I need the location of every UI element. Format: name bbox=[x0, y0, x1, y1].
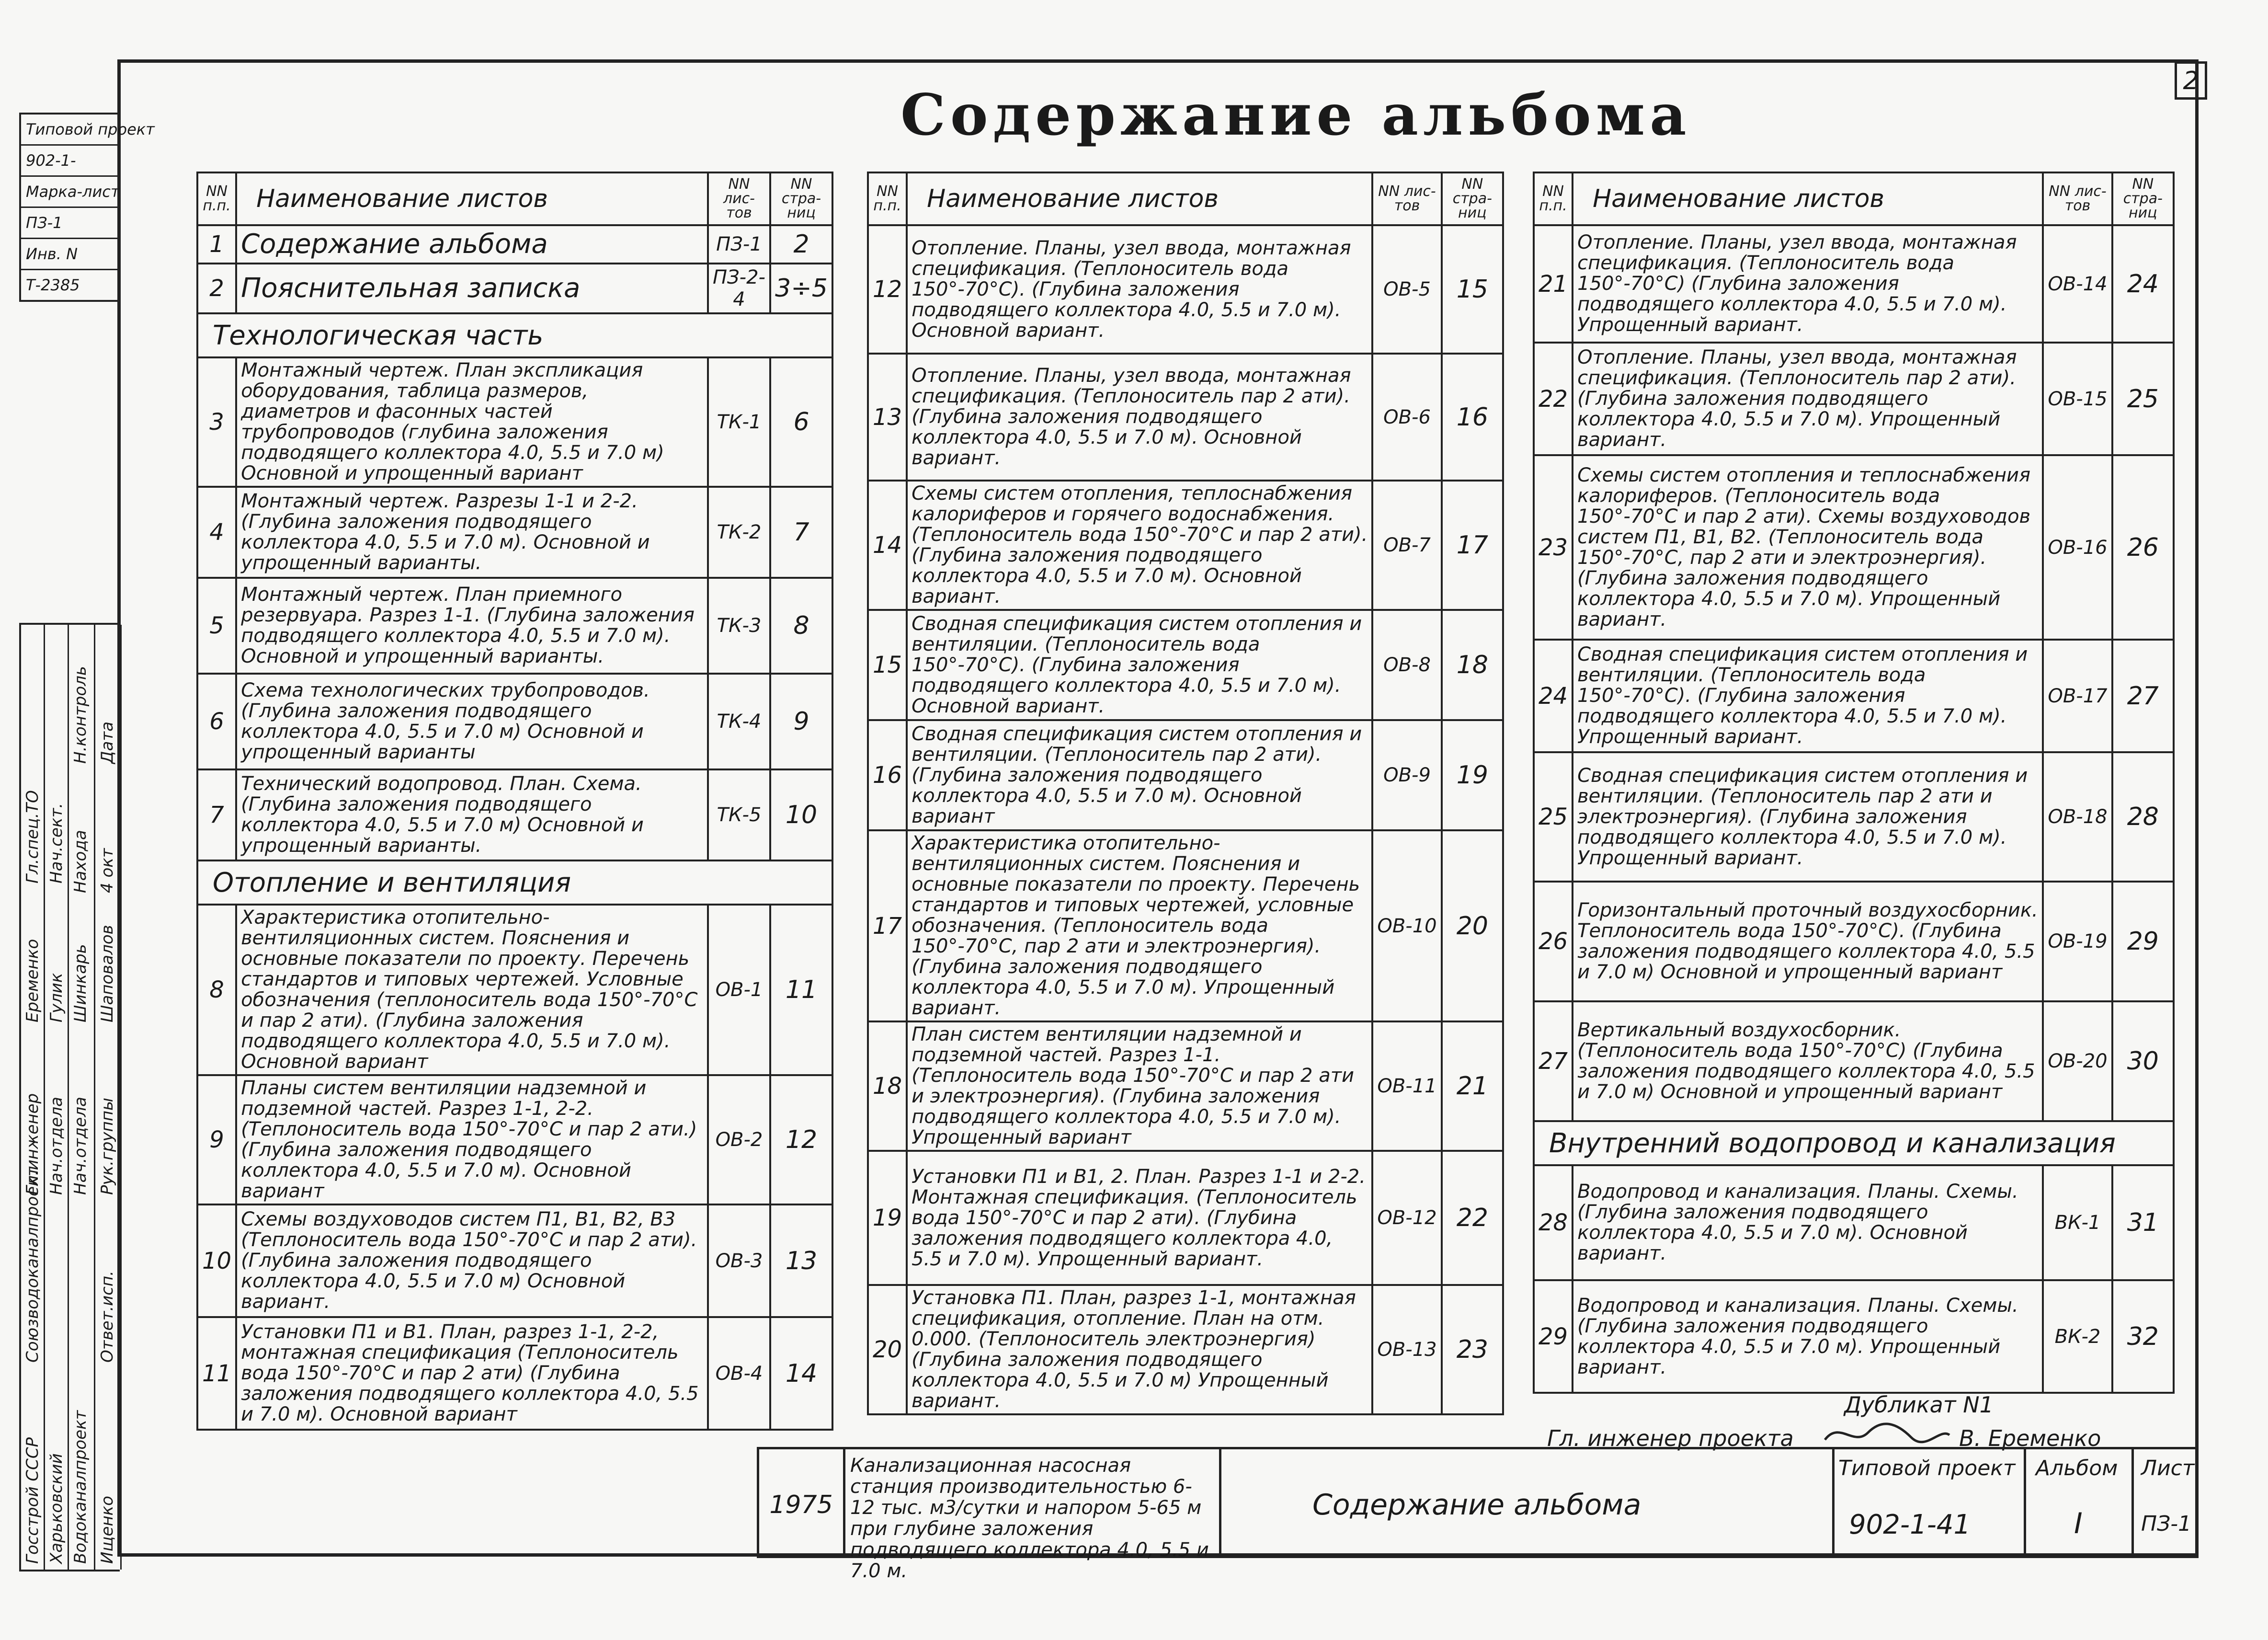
row-name: Вертикальный воздухосборник. (Теплоноситель вода 150°-70°С) (Глубина заложения подводящего коллектора 4.0, 5.5 и 7.0 м) Основной и упрощенный вариант bbox=[1573, 1001, 2043, 1121]
row-page: 31 bbox=[2112, 1165, 2174, 1280]
section-title: Отопление и вентиляция bbox=[197, 860, 832, 905]
row-number: 27 bbox=[1534, 1001, 1573, 1121]
side-extra: Н.контроль bbox=[71, 666, 90, 764]
row-number: 17 bbox=[868, 830, 907, 1021]
row-number: 4 bbox=[197, 487, 236, 578]
row-number: 25 bbox=[1534, 752, 1573, 882]
row-code: ОВ-14 bbox=[2043, 225, 2112, 343]
row-code: ОВ-3 bbox=[708, 1204, 770, 1317]
row-number: 10 bbox=[197, 1204, 236, 1317]
title-block-name: Содержание альбома bbox=[1219, 1447, 1835, 1558]
table-row bbox=[1534, 1001, 2174, 1121]
row-page: 27 bbox=[2112, 640, 2174, 752]
row-page: 32 bbox=[2112, 1280, 2174, 1393]
row-code: ОВ-19 bbox=[2043, 882, 2112, 1001]
side-extra-val: 4 окт bbox=[98, 848, 117, 893]
table-row bbox=[197, 674, 832, 769]
row-name: Пояснительная записка bbox=[236, 264, 708, 313]
row-code: ОВ-1 bbox=[708, 905, 770, 1075]
col-name-header: Наименование листов bbox=[907, 172, 1372, 225]
table-row bbox=[868, 1021, 1503, 1151]
row-name: Водопровод и канализация. Планы. Схемы. (Глубина заложения подводящего коллектора 4.0, 5.5 и 7.0 м). Основной вариант. bbox=[1573, 1165, 2043, 1280]
row-code: ОВ-6 bbox=[1372, 354, 1441, 481]
row-code: ОВ-4 bbox=[708, 1317, 770, 1430]
stamp-cell: ПЗ-1 bbox=[21, 208, 120, 239]
col-page-header: NN стра- ниц bbox=[2112, 172, 2174, 225]
row-name: Схемы воздуховодов систем П1, В1, В2, В3 (Теплоноситель вода 150°-70°С и пар 2 ати). (Глубина заложения подводящего коллектора 4.0, 5.5 и 7.0 м) Основной вариант. bbox=[236, 1204, 708, 1317]
row-name: Установка П1. План, разрез 1-1, монтажная спецификация, отопление. План на отм. 0.000. (Теплоноситель электроэнергия) (Глубина заложения подводящего коллектора 4.0, 5.5 и 7.0 м) Упрощенный вариант. bbox=[907, 1285, 1372, 1414]
table-row bbox=[1534, 343, 2174, 455]
row-page: 28 bbox=[2112, 752, 2174, 882]
row-page: 15 bbox=[1442, 225, 1503, 354]
col-sheet-header: NN лис- тов bbox=[708, 172, 770, 225]
row-number: 2 bbox=[197, 264, 236, 313]
side-org: Госстрой СССР bbox=[23, 1437, 42, 1564]
row-code: ПЗ-2-4 bbox=[708, 264, 770, 313]
row-name: Характеристика отопительно-вентиляционных систем. Пояснения и основные показатели по проекту. Перечень стандартов и типовых чертежей. Условные обозначения (теплоноситель вода 150°-70°С и пар 2 ати). (Глубина заложения подводящего коллектора 4.0, 5.5 и 7.0 м). Основной вариант bbox=[236, 905, 708, 1075]
table-row bbox=[1534, 640, 2174, 752]
table-header-row bbox=[868, 172, 1503, 225]
row-name: Сводная спецификация систем отопления и вентиляции. (Теплоноситель пар 2 ати). (Глубина заложения подводящего коллектора 4.0, 5.5 и 7.0 м). Основной вариант bbox=[907, 720, 1372, 830]
row-code: ОВ-15 bbox=[2043, 343, 2112, 455]
row-number: 8 bbox=[197, 905, 236, 1075]
contents-table-3 bbox=[1533, 172, 2175, 1394]
title-block-project-cell bbox=[1832, 1447, 2026, 1558]
row-code: ОВ-7 bbox=[1372, 481, 1441, 610]
row-page: 29 bbox=[2112, 882, 2174, 1001]
project-label: Типовой проект bbox=[1838, 1456, 2016, 1480]
row-number: 23 bbox=[1534, 455, 1573, 640]
side-org: Харьковский bbox=[47, 1453, 66, 1564]
row-name: Схемы систем отопления, теплоснабжения калориферов и горячего водоснабжения. (Теплоноситель вода 150°-70°С и пар 2 ати). (Глубина заложения подводящего коллектора 4.0, 5.5 и 7.0 м). Основной вариант. bbox=[907, 481, 1372, 610]
row-code: ПЗ-1 bbox=[708, 225, 770, 264]
contents-table-2 bbox=[867, 172, 1504, 1415]
table-row bbox=[197, 1317, 832, 1430]
row-code: ОВ-16 bbox=[2043, 455, 2112, 640]
row-number: 20 bbox=[868, 1285, 907, 1414]
table-row bbox=[197, 905, 832, 1075]
row-name: Технический водопровод. План. Схема. (Глубина заложения подводящего коллектора 4.0, 5.5 и 7.0 м) Основной и упрощенный варианты. bbox=[236, 769, 708, 860]
table-row bbox=[868, 481, 1503, 610]
row-number: 21 bbox=[1534, 225, 1573, 343]
table-row bbox=[197, 225, 832, 264]
stamp-top bbox=[19, 113, 155, 302]
row-number: 22 bbox=[1534, 343, 1573, 455]
row-code: ТК-3 bbox=[708, 578, 770, 674]
table-header-row bbox=[197, 172, 832, 225]
row-code: ОВ-13 bbox=[1372, 1285, 1441, 1414]
row-code: ВК-2 bbox=[2043, 1280, 2112, 1393]
row-name: Монтажный чертеж. План экспликация оборудования, таблица размеров, диаметров и фасонных частей трубопроводов (глубина заложения подводящего коллектора 4.0, 5.5 и 7.0 м) Основной и упрощенный вариант bbox=[236, 357, 708, 487]
table-row bbox=[868, 720, 1503, 830]
row-code: ТК-4 bbox=[708, 674, 770, 769]
side-role: Гл.инженер bbox=[23, 1093, 42, 1195]
stamp-cell: Инв. N bbox=[21, 239, 120, 270]
table-row bbox=[1534, 1280, 2174, 1393]
row-page: 21 bbox=[1442, 1021, 1503, 1151]
col-num-header: NN п.п. bbox=[1534, 172, 1573, 225]
side-stamp bbox=[19, 623, 120, 1571]
section-row bbox=[1534, 1121, 2174, 1165]
row-page: 14 bbox=[770, 1317, 832, 1430]
signature-role: Гл. инженер проекта bbox=[1547, 1425, 1794, 1451]
row-number: 7 bbox=[197, 769, 236, 860]
col-num-header: NN п.п. bbox=[868, 172, 907, 225]
duplicate-label: Дубликат N1 bbox=[1844, 1392, 1994, 1418]
side-org: Союзводоканалпроект bbox=[23, 1167, 42, 1363]
sheet-label: Лист bbox=[2141, 1456, 2195, 1480]
row-code: ОВ-18 bbox=[2043, 752, 2112, 882]
row-name: Отопление. Планы, узел ввода, монтажная спецификация. (Теплоноситель пар 2 ати). (Глубина заложения подводящего коллектора 4.0, 5.5 и 7.0 м). Упрощенный вариант. bbox=[1573, 343, 2043, 455]
row-name: Монтажный чертеж. Разрезы 1-1 и 2-2. (Глубина заложения подводящего коллектора 4.0, 5.5 и 7.0 м). Основной и упрощенный варианты. bbox=[236, 487, 708, 578]
table-row bbox=[1534, 455, 2174, 640]
table-row bbox=[1534, 225, 2174, 343]
table-row bbox=[1534, 752, 2174, 882]
side-extra: Гл.спец.ТО bbox=[23, 790, 42, 883]
section-title: Внутренний водопровод и канализация bbox=[1534, 1121, 2174, 1165]
side-col bbox=[95, 625, 122, 1570]
row-number: 18 bbox=[868, 1021, 907, 1151]
page-title: Содержание альбома bbox=[900, 81, 1691, 148]
table-row bbox=[197, 487, 832, 578]
row-page: 26 bbox=[2112, 455, 2174, 640]
side-extra: Дата bbox=[98, 721, 117, 764]
row-number: 29 bbox=[1534, 1280, 1573, 1393]
title-block-sheet-cell bbox=[2131, 1447, 2199, 1558]
album-label: Альбом bbox=[2036, 1456, 2118, 1480]
row-code: ТК-2 bbox=[708, 487, 770, 578]
section-row bbox=[197, 313, 832, 357]
section-title: Технологическая часть bbox=[197, 313, 832, 357]
side-extra-val: Находа bbox=[71, 830, 90, 893]
row-number: 6 bbox=[197, 674, 236, 769]
row-name: Содержание альбома bbox=[236, 225, 708, 264]
row-page: 20 bbox=[1442, 830, 1503, 1021]
row-name: Сводная спецификация систем отопления и вентиляции. (Теплоноситель вода 150°-70°С). (Глубина заложения подводящего коллектора 4.0, 5.5 и 7.0 м). Основной вариант. bbox=[907, 610, 1372, 720]
row-number: 26 bbox=[1534, 882, 1573, 1001]
stamp-cell: 902-1- bbox=[21, 146, 120, 177]
table-header-row bbox=[1534, 172, 2174, 225]
side-role: Ответ.исп. bbox=[98, 1271, 117, 1363]
row-page: 13 bbox=[770, 1204, 832, 1317]
section-row bbox=[197, 860, 832, 905]
table-row bbox=[197, 357, 832, 487]
row-page: 18 bbox=[1442, 610, 1503, 720]
row-name: Установки П1 и В1, 2. План. Разрез 1-1 и 2-2. Монтажная спецификация. (Теплоноситель вода 150°-70°С и пар 2 ати). (Глубина заложения подводящего коллектора 4.0, 5.5 и 7.0 м). Упрощенный вариант. bbox=[907, 1151, 1372, 1285]
row-number: 3 bbox=[197, 357, 236, 487]
row-code: ТК-5 bbox=[708, 769, 770, 860]
row-number: 15 bbox=[868, 610, 907, 720]
row-code: ОВ-12 bbox=[1372, 1151, 1441, 1285]
row-number: 24 bbox=[1534, 640, 1573, 752]
row-page: 9 bbox=[770, 674, 832, 769]
row-number: 11 bbox=[197, 1317, 236, 1430]
row-page: 22 bbox=[1442, 1151, 1503, 1285]
row-number: 19 bbox=[868, 1151, 907, 1285]
side-role: Нач.отдела bbox=[71, 1097, 90, 1195]
table-row bbox=[868, 610, 1503, 720]
row-number: 5 bbox=[197, 578, 236, 674]
table-row bbox=[1534, 882, 2174, 1001]
row-page: 8 bbox=[770, 578, 832, 674]
side-org: Водоканалпроект bbox=[71, 1410, 90, 1564]
row-name: Планы систем вентиляции надземной и подземной частей. Разрез 1-1, 2-2. (Теплоноситель вода 150°-70°С и пар 2 ати.) (Глубина заложения подводящего коллектора 4.0, 5.5 и 7.0 м). Основной вариант bbox=[236, 1075, 708, 1204]
col-num-header: NN п.п. bbox=[197, 172, 236, 225]
row-number: 13 bbox=[868, 354, 907, 481]
table-row bbox=[1534, 1165, 2174, 1280]
title-block-album-cell bbox=[2024, 1447, 2134, 1558]
side-name: Еременко bbox=[23, 939, 42, 1022]
col-sheet-header: NN лис- тов bbox=[2043, 172, 2112, 225]
row-name: Отопление. Планы, узел ввода, монтажная спецификация. (Теплоноситель вода 150°-70°С) (Глубина заложения подводящего коллектора 4.0, 5.5 и 7.0 м). Упрощенный вариант. bbox=[1573, 225, 2043, 343]
row-name: Сводная спецификация систем отопления и вентиляции. (Теплоноситель вода 150°-70°С). (Глубина заложения подводящего коллектора 4.0, 5.5 и 7.0 м). Упрощенный вариант. bbox=[1573, 640, 2043, 752]
table-row bbox=[197, 578, 832, 674]
row-page: 3÷5 bbox=[770, 264, 832, 313]
contents-table-1 bbox=[196, 172, 833, 1431]
row-page: 12 bbox=[770, 1075, 832, 1204]
row-number: 1 bbox=[197, 225, 236, 264]
table-row bbox=[868, 1285, 1503, 1414]
row-name: Схемы систем отопления и теплоснабжения калориферов. (Теплоноситель вода 150°-70°С и пар 2 ати). Схемы воздуховодов систем П1, В1, В2. (Теплоноситель вода 150°-70°С, пар 2 ати и электроэнергия). (Глубина заложения подводящего коллектора 4.0, 5.5 и 7.0 м). Упрощенный вариант. bbox=[1573, 455, 2043, 640]
signature-name: В. Еременко bbox=[1959, 1425, 2101, 1451]
table-row bbox=[868, 830, 1503, 1021]
col-page-header: NN стра- ниц bbox=[770, 172, 832, 225]
row-code: ОВ-8 bbox=[1372, 610, 1441, 720]
row-code: ОВ-20 bbox=[2043, 1001, 2112, 1121]
row-name: Водопровод и канализация. Планы. Схемы. (Глубина заложения подводящего коллектора 4.0, 5.5 и 7.0 м). Упрощенный вариант. bbox=[1573, 1280, 2043, 1393]
row-number: 16 bbox=[868, 720, 907, 830]
row-name: Горизонтальный проточный воздухосборник. Теплоноситель вода 150°-70°С). (Глубина заложения подводящего коллектора 4.0, 5.5 и 7.0 м) Основной и упрощенный вариант bbox=[1573, 882, 2043, 1001]
col-name-header: Наименование листов bbox=[236, 172, 708, 225]
stamp-cell: Типовой проект bbox=[21, 115, 120, 146]
row-page: 30 bbox=[2112, 1001, 2174, 1121]
row-number: 12 bbox=[868, 225, 907, 354]
album-number: I bbox=[2074, 1507, 2083, 1540]
side-name: Шаповалов bbox=[98, 925, 117, 1022]
side-name: Гулик bbox=[47, 973, 66, 1022]
side-role: Нач.отдела bbox=[47, 1097, 66, 1195]
table-row bbox=[197, 769, 832, 860]
side-name: Ищенко bbox=[98, 1496, 117, 1564]
row-page: 19 bbox=[1442, 720, 1503, 830]
row-page: 10 bbox=[770, 769, 832, 860]
row-number: 9 bbox=[197, 1075, 236, 1204]
row-code: ОВ-10 bbox=[1372, 830, 1441, 1021]
row-name: Установки П1 и В1. План, разрез 1-1, 2-2, монтажная спецификация (Теплоноситель вода 150°-70°С и пар 2 ати) (Глубина заложения подводящего коллектора 4.0, 5.5 и 7.0 м). Основной вариант bbox=[236, 1317, 708, 1430]
stamp-cell: Т-2385 bbox=[26, 276, 80, 294]
title-block-description: Канализационная насосная станция производительностью 6-12 тыс. м3/сутки и напором 5-65 м при глубине заложения подводящего коллектора 4.0, 5.5 и 7.0 м. bbox=[843, 1447, 1221, 1558]
row-page: 11 bbox=[770, 905, 832, 1075]
table-row bbox=[197, 1204, 832, 1317]
row-page: 2 bbox=[770, 225, 832, 264]
row-name: Характеристика отопительно-вентиляционных систем. Пояснения и основные показатели по проекту. Перечень стандартов и типовых чертежей, условные обозначения. (Теплоноситель вода 150°-70°С, пар 2 ати и электроэнергия). (Глубина заложения подводящего коллектора 4.0, 5.5 и 7.0 м). Упрощенный вариант. bbox=[907, 830, 1372, 1021]
row-name: Монтажный чертеж. План приемного резервуара. Разрез 1-1. (Глубина заложения подводящего коллектора 4.0, 5.5 и 7.0 м). Основной и упрощенный варианты. bbox=[236, 578, 708, 674]
side-extra: Нач.сект. bbox=[47, 803, 66, 883]
row-name: Сводная спецификация систем отопления и вентиляции. (Теплоноситель пар 2 ати и электроэнергия). (Глубина заложения подводящего коллектора 4.0, 5.5 и 7.0 м). Упрощенный вариант. bbox=[1573, 752, 2043, 882]
row-code: ТК-1 bbox=[708, 357, 770, 487]
stamp-cell: Марка-лист bbox=[21, 177, 120, 208]
side-name: Шинкарь bbox=[71, 944, 90, 1022]
table-row bbox=[868, 1151, 1503, 1285]
row-page: 25 bbox=[2112, 343, 2174, 455]
row-number: 14 bbox=[868, 481, 907, 610]
table-row bbox=[868, 354, 1503, 481]
row-code: ОВ-2 bbox=[708, 1075, 770, 1204]
title-block-year: 1975 bbox=[757, 1447, 845, 1558]
row-page: 7 bbox=[770, 487, 832, 578]
col-name-header: Наименование листов bbox=[1573, 172, 2043, 225]
row-name: Отопление. Планы, узел ввода, монтажная спецификация. (Теплоноситель вода 150°-70°С). (Глубина заложения подводящего коллектора 4.0, 5.5 и 7.0 м). Основной вариант. bbox=[907, 225, 1372, 354]
row-page: 6 bbox=[770, 357, 832, 487]
row-number: 28 bbox=[1534, 1165, 1573, 1280]
row-code: ОВ-11 bbox=[1372, 1021, 1441, 1151]
row-code: ОВ-5 bbox=[1372, 225, 1441, 354]
row-code: ВК-1 bbox=[2043, 1165, 2112, 1280]
row-page: 17 bbox=[1442, 481, 1503, 610]
row-page: 24 bbox=[2112, 225, 2174, 343]
col-sheet-header: NN лис- тов bbox=[1372, 172, 1441, 225]
col-page-header: NN стра- ниц bbox=[1442, 172, 1503, 225]
table-row bbox=[197, 264, 832, 313]
side-role: Рук.группы bbox=[98, 1098, 117, 1195]
row-name: План систем вентиляции надземной и подземной частей. Разрез 1-1. (Теплоноситель вода 150°-70°С и пар 2 ати и электроэнергия). (Глубина заложения подводящего коллектора 4.0, 5.5 и 7.0 м). Упрощенный вариант bbox=[907, 1021, 1372, 1151]
row-page: 16 bbox=[1442, 354, 1503, 481]
table-row bbox=[868, 225, 1503, 354]
row-code: ОВ-17 bbox=[2043, 640, 2112, 752]
row-name: Схема технологических трубопроводов. (Глубина заложения подводящего коллектора 4.0, 5.5 и 7.0 м) Основной и упрощенный варианты bbox=[236, 674, 708, 769]
row-page: 23 bbox=[1442, 1285, 1503, 1414]
row-code: ОВ-9 bbox=[1372, 720, 1441, 830]
project-number: 902-1-41 bbox=[1849, 1509, 1971, 1540]
row-name: Отопление. Планы, узел ввода, монтажная спецификация. (Теплоноситель пар 2 ати). (Глубина заложения подводящего коллектора 4.0, 5.5 и 7.0 м). Основной вариант. bbox=[907, 354, 1372, 481]
table-row bbox=[197, 1075, 832, 1204]
sheet-number: 2 bbox=[2175, 61, 2207, 100]
sheet-code: ПЗ-1 bbox=[2141, 1512, 2192, 1536]
